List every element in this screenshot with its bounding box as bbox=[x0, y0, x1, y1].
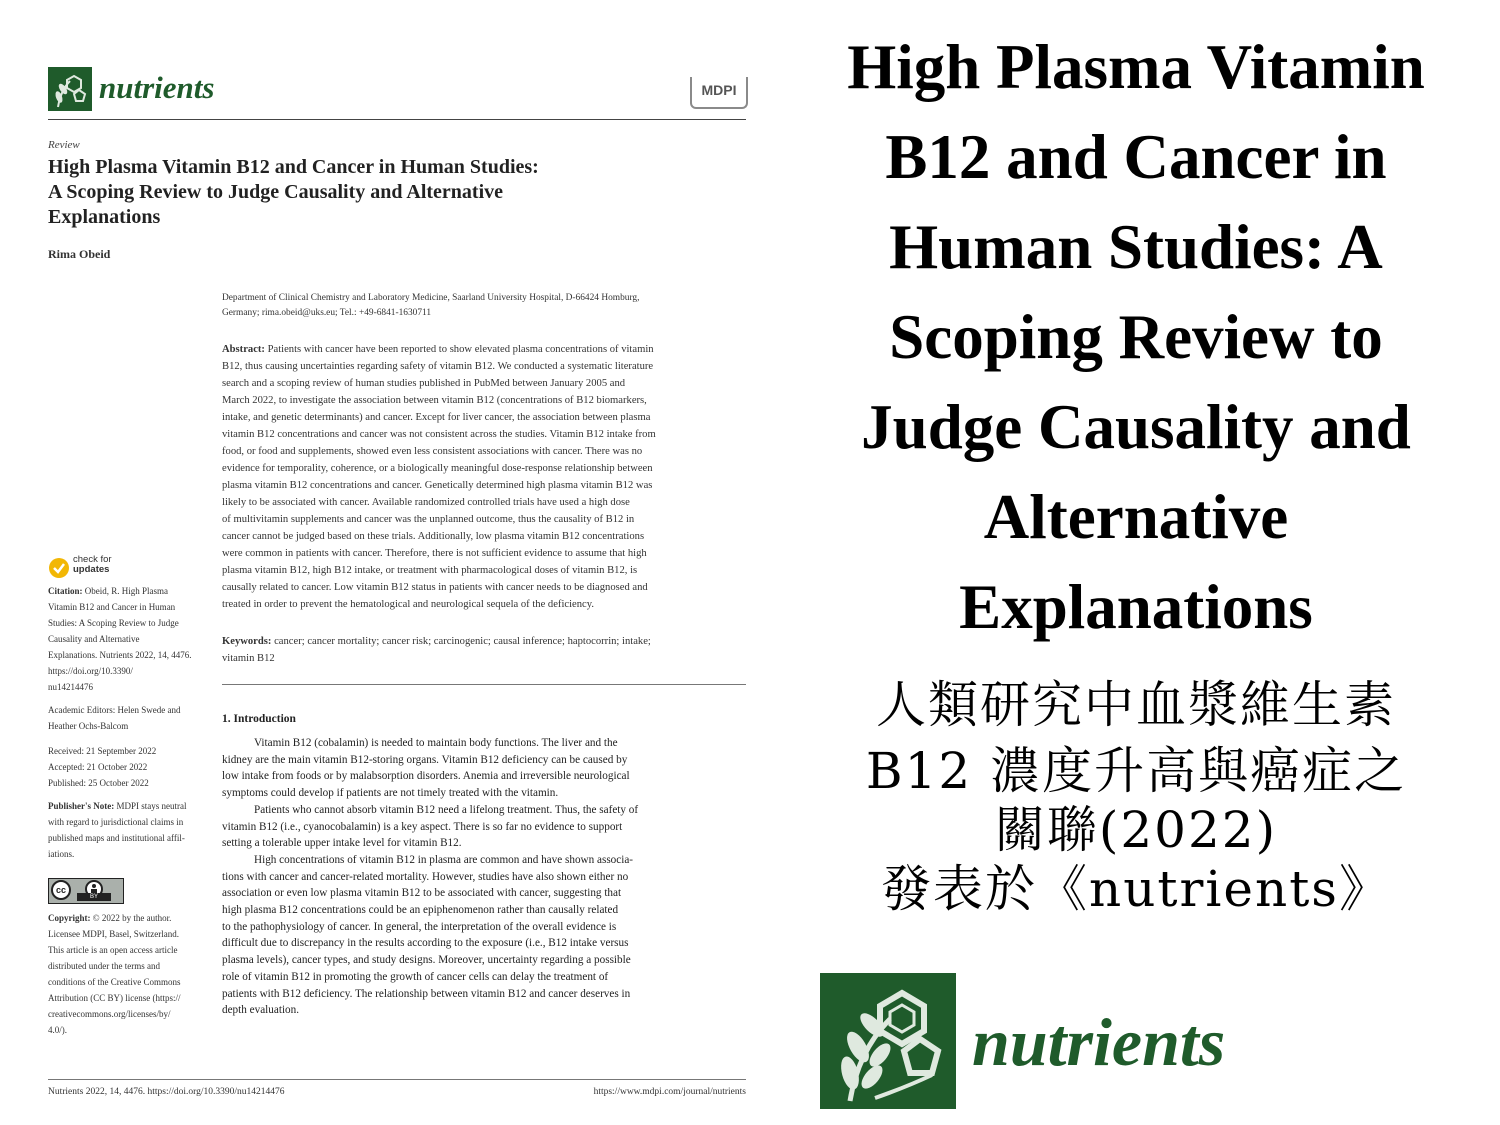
publication-dates bbox=[48, 743, 208, 791]
intro-line: role of vitamin B12 in promoting the growth of cancer cells can delay the treatment of bbox=[222, 970, 609, 983]
abstract-line: food, or food and supplements, showed even less consistent associations with cancer. There was no bbox=[222, 446, 643, 457]
affiliation bbox=[222, 291, 752, 321]
chinese-title-line: B12 濃度升高與癌症之 bbox=[865, 742, 1407, 800]
date-received: Received: 21 September 2022 bbox=[48, 746, 157, 756]
citation-label: Citation: bbox=[48, 586, 83, 596]
editors-line: Heather Ochs-Balcom bbox=[48, 721, 129, 731]
keywords-label: Keywords: bbox=[222, 636, 272, 647]
abstract-line: were common in patients with cancer. Therefore, there is not sufficient evidence to assume that high bbox=[222, 548, 647, 559]
intro-line: to the pathophysiology of cancer. In general, the interpretation of the overall evidence is bbox=[222, 920, 617, 933]
copyright-line: Licensee MDPI, Basel, Switzerland. bbox=[48, 929, 179, 939]
keywords bbox=[222, 633, 752, 667]
copyright-line: Attribution (CC BY) license (https:// bbox=[48, 993, 181, 1003]
abstract-line: of multivitamin supplements and cancer was the unplanned outcome, thus the causality of B12 in bbox=[222, 514, 635, 525]
slide-title-line: Alternative bbox=[983, 482, 1289, 552]
keywords-line: vitamin B12 bbox=[222, 653, 275, 664]
journal-name: nutrients bbox=[99, 70, 215, 105]
abstract-line: B12, thus causing uncertainties regarding safety of vitamin B12. We conducted a systematic literature bbox=[222, 361, 654, 372]
chinese-title bbox=[776, 672, 1496, 922]
abstract bbox=[222, 341, 752, 613]
slide-title-line: Explanations bbox=[959, 572, 1313, 642]
chinese-title-line: 發表於《nutrients》 bbox=[881, 860, 1391, 918]
article-title-line: Explanations bbox=[48, 206, 161, 228]
cc-by-license-badge[interactable] bbox=[48, 878, 124, 904]
abstract-line: March 2022, to investigate the association between vitamin B12 (concentrations of B12 biomarkers, bbox=[222, 395, 647, 406]
copyright-line: creativecommons.org/licenses/by/ bbox=[48, 1009, 171, 1019]
citation-line: Causality and Alternative bbox=[48, 634, 140, 644]
journal-logo-mark bbox=[48, 67, 92, 111]
abstract-line: evidence for temporality, coherence, or a biologically meaningful dose-response relationship between bbox=[222, 463, 653, 474]
intro-line: vitamin B12 (i.e., cyanocobalamin) is a key aspect. There is so far no evidence to support bbox=[222, 820, 623, 833]
check-for-updates-badge[interactable] bbox=[48, 555, 148, 581]
intro-line: Patients who cannot absorb vitamin B12 need a lifelong treatment. Thus, the safety of bbox=[254, 803, 639, 816]
intro-heading: 1. Introduction bbox=[222, 713, 296, 725]
copyright-line: conditions of the Creative Commons bbox=[48, 977, 181, 987]
abstract-line: vitamin B12 concentrations and cancer was not consistent across the studies. Vitamin B12 intake from bbox=[222, 429, 656, 440]
abstract-line: intake, and genetic determinants) and cancer. Except for liver cancer, the association between plasma bbox=[222, 412, 651, 423]
abstract-line: search and a scoping review of human studies published in PubMed between January 2005 and bbox=[222, 378, 626, 389]
cc-by-label: BY bbox=[77, 893, 111, 901]
publisher-note-line: Publisher's Note: MDPI stays neutral bbox=[48, 801, 187, 811]
copyright-line: Copyright: © 2022 by the author. bbox=[48, 913, 172, 923]
publisher-note-label: Publisher's Note: bbox=[48, 801, 115, 811]
publisher-note bbox=[48, 798, 208, 862]
slide-title-line: Scoping Review to bbox=[889, 302, 1383, 372]
copyright-line: distributed under the terms and bbox=[48, 961, 160, 971]
abstract-line: cancer cannot be judged based on these trials. Additionally, low plasma vitamin B12 concentrations bbox=[222, 531, 645, 542]
footer-citation[interactable]: Nutrients 2022, 14, 4476. https://doi.org/10.3390/nu14214476 bbox=[48, 1087, 285, 1097]
date-accepted: Accepted: 21 October 2022 bbox=[48, 762, 148, 772]
editors-line: Academic Editors: Helen Swede and bbox=[48, 705, 181, 715]
intro-line: plasma levels), cancer types, and study designs. Moreover, uncertainty regarding a possible bbox=[222, 954, 631, 967]
slide-title-line: Human Studies: A bbox=[889, 212, 1383, 282]
journal-logo-icon bbox=[48, 67, 92, 111]
copyright-line: This article is an open access article bbox=[48, 945, 178, 955]
copyright-line: 4.0/). bbox=[48, 1025, 67, 1035]
abstract-line: treated in order to prevent the hematological and neurological sequela of the deficiency. bbox=[222, 599, 594, 610]
intro-line: Vitamin B12 (cobalamin) is needed to maintain body functions. The liver and the bbox=[254, 737, 618, 749]
intro-body bbox=[222, 735, 752, 1019]
slide-title-line: Judge Causality and bbox=[861, 392, 1411, 462]
citation bbox=[48, 583, 208, 695]
nutrients-logo-text: nutrients bbox=[972, 1004, 1226, 1080]
abstract-line: Abstract: Patients with cancer have been reported to show elevated plasma concentrations of vitamin bbox=[222, 344, 654, 355]
intro-line: difficult due to discrepancy in the results according to the exposure (i.e., B12 intake versus bbox=[222, 937, 629, 950]
footer-rule bbox=[48, 1079, 746, 1080]
cc-icon: cc bbox=[51, 880, 71, 900]
intro-line: association or even low plasma vitamin B12 to be associated with cancer, suggesting that bbox=[222, 887, 622, 900]
nutrients-logo-mark bbox=[820, 973, 956, 1109]
slide-title-line: High Plasma Vitamin bbox=[847, 32, 1425, 102]
chinese-title-line: 人類研究中血漿維生素 bbox=[876, 676, 1396, 734]
check-updates-line: check for bbox=[73, 554, 112, 565]
chinese-title-line: 關聯(2022) bbox=[994, 801, 1278, 859]
slide-title bbox=[776, 22, 1496, 652]
intro-line: patients with B12 deficiency. The relationship between vitamin B12 and cancer deserves in bbox=[222, 987, 631, 1000]
affiliation-line: Germany; rima.obeid@uks.eu; Tel.: +49-6841-1630711 bbox=[222, 308, 432, 318]
article-title-line: High Plasma Vitamin B12 and Cancer in Human Studies: bbox=[48, 156, 539, 178]
check-updates-line: updates bbox=[73, 564, 110, 575]
abstract-line: likely to be associated with cancer. Available randomized controlled trials have used a high dose bbox=[222, 497, 630, 508]
publisher-note-line: with regard to jurisdictional claims in bbox=[48, 817, 184, 827]
citation-line: Vitamin B12 and Cancer in Human bbox=[48, 602, 176, 612]
intro-line: low intake from foods or by malabsorption disorders. Anemia and irreversible neurological bbox=[222, 770, 630, 783]
intro-line: high plasma B12 concentrations could be an epiphenomenon rather than causally related bbox=[222, 904, 619, 917]
article-type: Review bbox=[48, 139, 80, 151]
affiliation-line: Department of Clinical Chemistry and Laboratory Medicine, Saarland University Hospital, D-66424 Homburg, bbox=[222, 293, 640, 303]
copyright bbox=[48, 910, 208, 1038]
check-updates-icon bbox=[48, 557, 70, 579]
keywords-rule bbox=[222, 684, 746, 685]
abstract-label: Abstract: bbox=[222, 344, 265, 355]
article-title-line: A Scoping Review to Judge Causality and Alternative bbox=[48, 181, 504, 203]
copyright-label: Copyright: bbox=[48, 913, 91, 923]
article-title bbox=[48, 155, 539, 230]
header-rule bbox=[48, 119, 746, 120]
publisher-note-line: published maps and institutional affil- bbox=[48, 833, 185, 843]
academic-editors bbox=[48, 702, 208, 734]
date-published: Published: 25 October 2022 bbox=[48, 778, 149, 788]
intro-line: High concentrations of vitamin B12 in plasma are common and have shown associa- bbox=[254, 853, 634, 866]
intro-line: symptoms could develop if patients are not timely treated with the vitamin. bbox=[222, 787, 559, 800]
publisher-note-line: iations. bbox=[48, 849, 75, 859]
intro-line: depth evaluation. bbox=[222, 1004, 300, 1017]
citation-line: https://doi.org/10.3390/ bbox=[48, 666, 133, 676]
nutrients-logo-icon bbox=[820, 973, 956, 1109]
abstract-line: plasma vitamin B12 concentrations and cancer. Genetically determined high plasma vitamin B12 was bbox=[222, 480, 653, 491]
citation-line: Explanations. Nutrients 2022, 14, 4476. bbox=[48, 650, 192, 660]
intro-line: tions with cancer and cancer-related mortality. However, studies have also shown either no bbox=[222, 870, 629, 883]
publisher-name: MDPI bbox=[701, 82, 737, 98]
publisher-badge bbox=[690, 77, 748, 109]
citation-line: Studies: A Scoping Review to Judge bbox=[48, 618, 179, 628]
slide-title-line: B12 and Cancer in bbox=[885, 122, 1387, 192]
keywords-line: Keywords: cancer; cancer mortality; cancer risk; carcinogenic; causal inference; haptocorrin; intake; bbox=[222, 636, 651, 647]
footer-journal-link[interactable]: https://www.mdpi.com/journal/nutrients bbox=[593, 1087, 746, 1097]
citation-line: Citation: Obeid, R. High Plasma bbox=[48, 586, 168, 596]
intro-line: kidney are the main vitamin B12-storing organs. Vitamin B12 deficiency can be caused by bbox=[222, 753, 628, 766]
abstract-line: plasma vitamin B12, high B12 intake, or treatment with pharmacological doses of vitamin B12, is bbox=[222, 565, 638, 576]
intro-line: setting a tolerable upper intake level for vitamin B12. bbox=[222, 837, 462, 850]
citation-line: nu14214476 bbox=[48, 682, 93, 692]
author: Rima Obeid bbox=[48, 247, 111, 261]
abstract-line: causally related to cancer. Low vitamin B12 status in patients with cancer needs to be diagnosed and bbox=[222, 582, 648, 593]
